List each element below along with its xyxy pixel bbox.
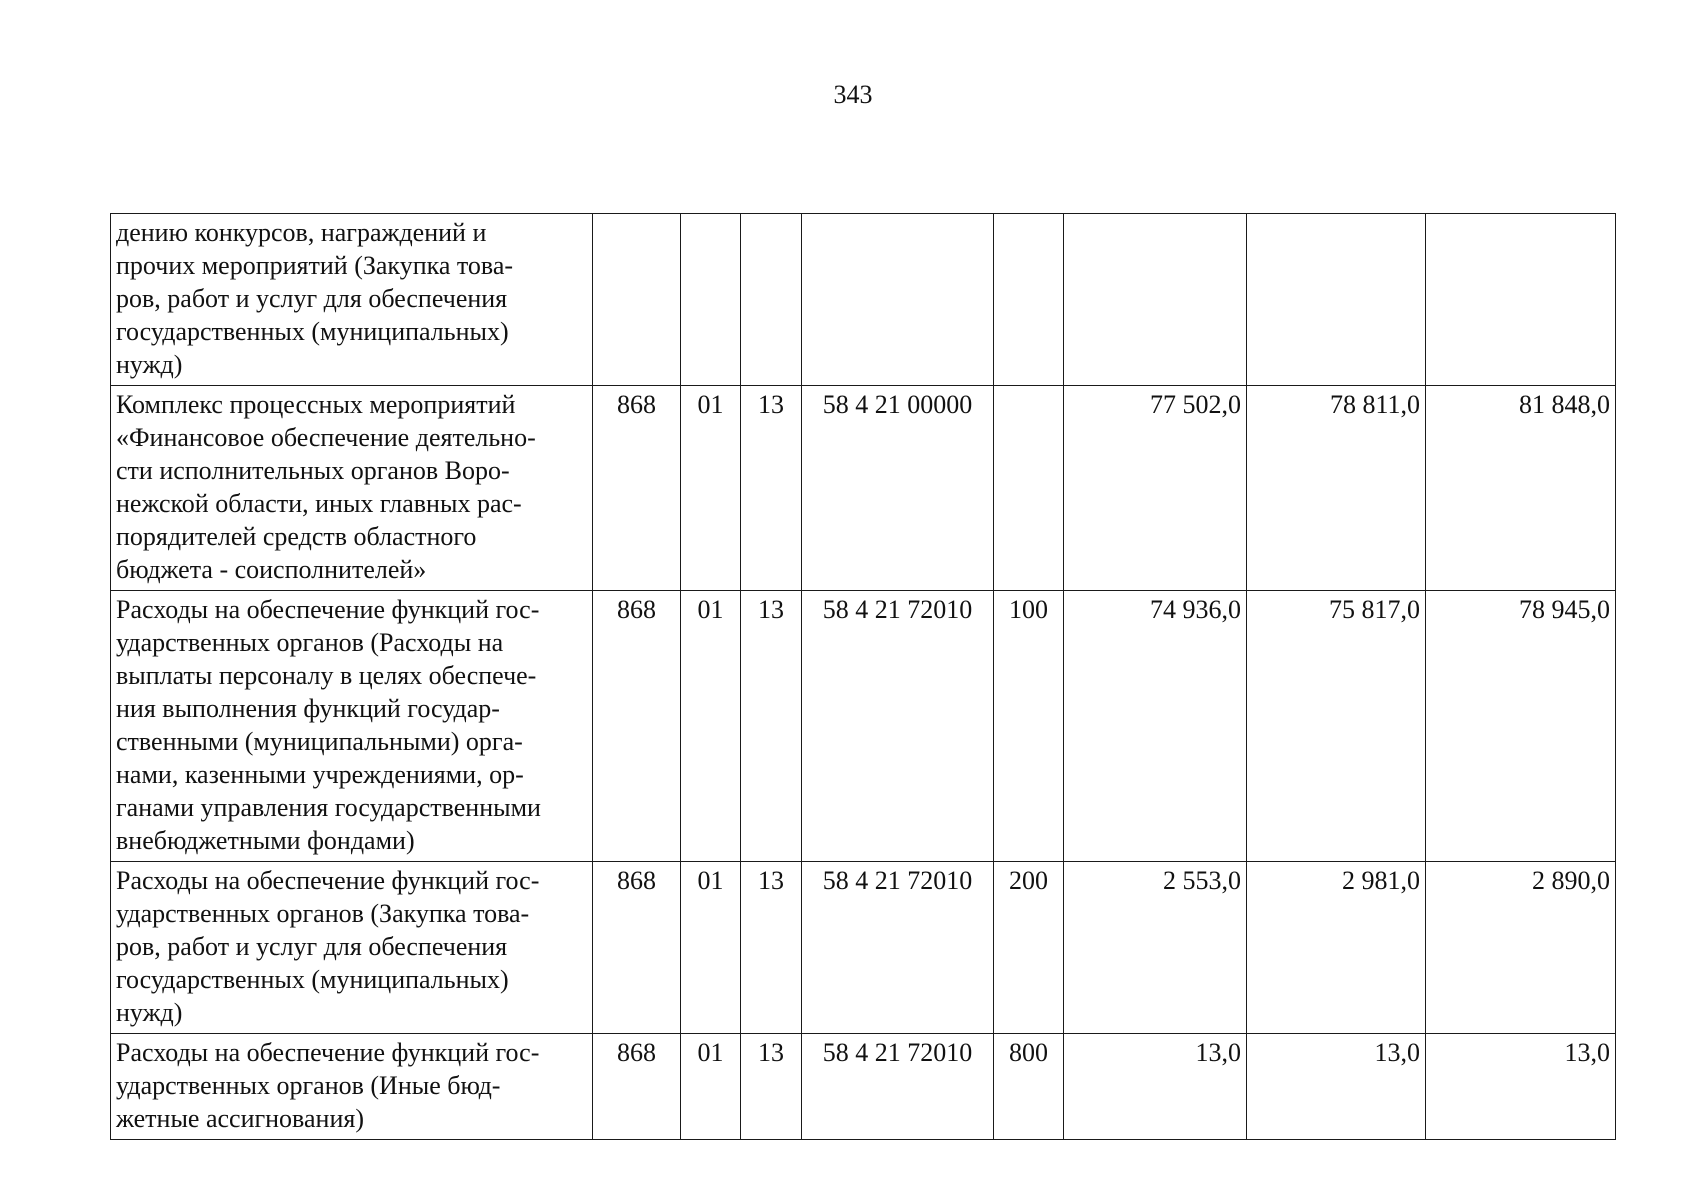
cell-sum-3: 13,0 <box>1426 1034 1616 1140</box>
cell-sum-3: 81 848,0 <box>1426 386 1616 591</box>
cell-sum-1: 74 936,0 <box>1064 591 1247 862</box>
cell-sum-2: 2 981,0 <box>1247 862 1426 1034</box>
cell-rz <box>681 214 741 386</box>
cell-pr: 13 <box>741 591 802 862</box>
row-name-text: Расходы на обеспечение функций гос- ударственных органов (Закупка това- ров, работ и услуг для обеспечения государственных (муниципальных) нужд) <box>116 866 540 1027</box>
cell-csr: 58 4 21 72010 <box>802 591 994 862</box>
row-name-text: Комплекс процессных мероприятий «Финансовое обеспечение деятельно- сти исполнительных органов Воро- нежской области, иных главных рас- порядителей средств областного бюджета - соисполнителей» <box>116 390 536 584</box>
cell-csr: 58 4 21 72010 <box>802 1034 994 1140</box>
row-name-text: дению конкурсов, награждений и прочих мероприятий (Закупка това- ров, работ и услуг для обеспечения государственных (муниципальных) нужд) <box>116 218 514 379</box>
cell-vr <box>994 214 1064 386</box>
cell-name <box>111 591 593 862</box>
cell-sum-1: 77 502,0 <box>1064 386 1247 591</box>
cell-pr <box>741 214 802 386</box>
cell-sum-2: 75 817,0 <box>1247 591 1426 862</box>
cell-sum-2: 13,0 <box>1247 1034 1426 1140</box>
cell-vr <box>994 386 1064 591</box>
row-name-text: Расходы на обеспечение функций гос- ударственных органов (Иные бюд- жетные ассигнования) <box>116 1038 540 1133</box>
cell-pr: 13 <box>741 862 802 1034</box>
cell-grbs: 868 <box>593 862 681 1034</box>
budget-table <box>110 213 1616 1140</box>
cell-vr: 800 <box>994 1034 1064 1140</box>
table-row <box>111 1034 1616 1140</box>
cell-grbs: 868 <box>593 386 681 591</box>
cell-sum-2 <box>1247 214 1426 386</box>
cell-rz: 01 <box>681 862 741 1034</box>
cell-name <box>111 214 593 386</box>
cell-sum-3: 78 945,0 <box>1426 591 1616 862</box>
table-row <box>111 862 1616 1034</box>
cell-sum-3: 2 890,0 <box>1426 862 1616 1034</box>
cell-rz: 01 <box>681 591 741 862</box>
cell-grbs: 868 <box>593 591 681 862</box>
cell-sum-1 <box>1064 214 1247 386</box>
cell-rz: 01 <box>681 386 741 591</box>
cell-name <box>111 862 593 1034</box>
cell-pr: 13 <box>741 1034 802 1140</box>
cell-pr: 13 <box>741 386 802 591</box>
cell-vr: 100 <box>994 591 1064 862</box>
cell-name <box>111 1034 593 1140</box>
cell-sum-3 <box>1426 214 1616 386</box>
cell-grbs: 868 <box>593 1034 681 1140</box>
cell-sum-2: 78 811,0 <box>1247 386 1426 591</box>
page-number: 343 <box>833 80 873 109</box>
cell-grbs <box>593 214 681 386</box>
table-row <box>111 386 1616 591</box>
cell-sum-1: 2 553,0 <box>1064 862 1247 1034</box>
cell-csr: 58 4 21 72010 <box>802 862 994 1034</box>
cell-rz: 01 <box>681 1034 741 1140</box>
cell-vr: 200 <box>994 862 1064 1034</box>
cell-name <box>111 386 593 591</box>
row-name-text: Расходы на обеспечение функций гос- ударственных органов (Расходы на выплаты персоналу в целях обеспече- ния выполнения функций государ- ственными (муниципальными) орга- нами, казенными учреждениями, ор- ганами управления государственными внебюджетными фондами) <box>116 595 541 855</box>
cell-sum-1: 13,0 <box>1064 1034 1247 1140</box>
table-row <box>111 591 1616 862</box>
cell-csr <box>802 214 994 386</box>
cell-csr: 58 4 21 00000 <box>802 386 994 591</box>
table-row <box>111 214 1616 386</box>
